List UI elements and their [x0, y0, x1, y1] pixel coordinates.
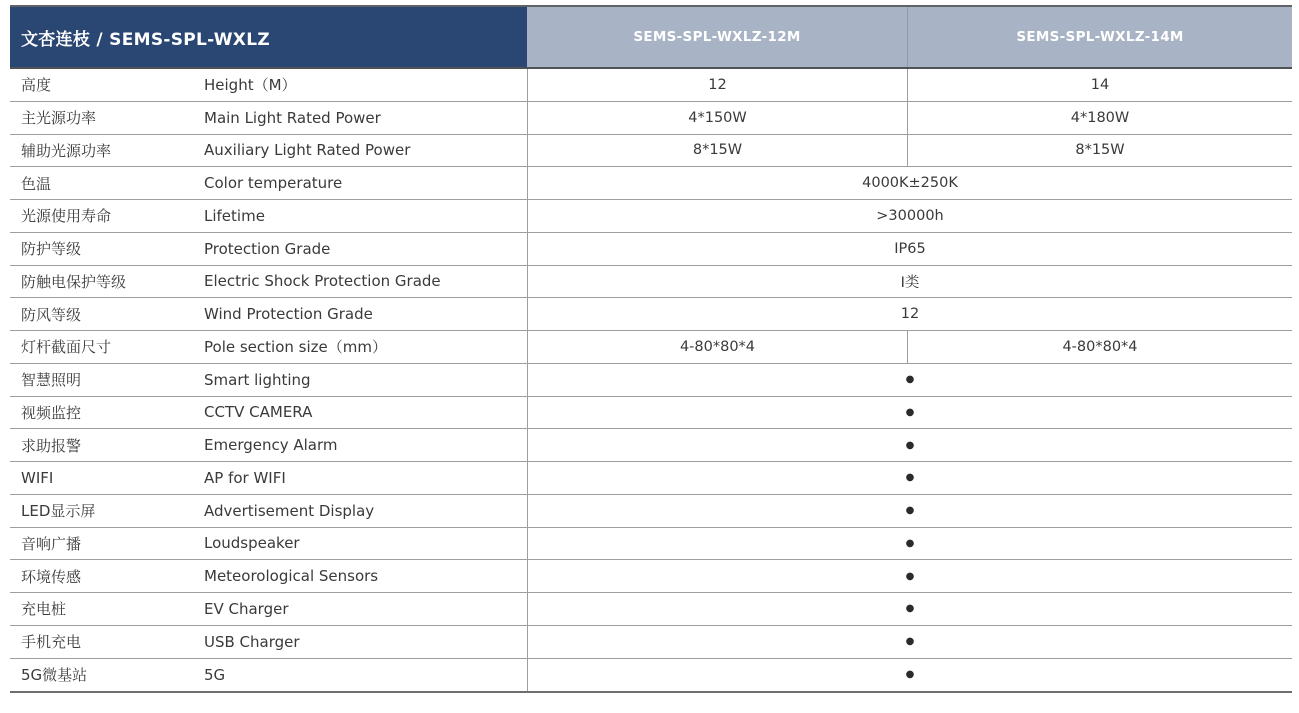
- row-values: [527, 167, 1292, 199]
- spec-row: [10, 626, 1292, 659]
- spec-row: [10, 298, 1292, 331]
- row-label-en: CCTV CAMERA: [204, 403, 313, 422]
- value-merged: 4000K±250K: [862, 175, 958, 192]
- value-12m: 12: [708, 76, 727, 93]
- row-label-en: AP for WIFI: [204, 468, 286, 487]
- row-label-cn: 环境传感: [21, 567, 82, 586]
- row-label-cn: 智慧照明: [21, 371, 82, 390]
- feature-dot-icon: ●: [905, 669, 915, 681]
- row-values: [527, 495, 1292, 527]
- spec-row: [10, 167, 1292, 200]
- table-body: [10, 69, 1292, 693]
- row-label-cn: 色温: [21, 174, 52, 193]
- column-header-14m: SEMS-SPL-WXLZ-14M: [907, 7, 1292, 67]
- row-label-en: Height（M）: [204, 76, 297, 95]
- spec-row: [10, 331, 1292, 364]
- row-label-cn: 防风等级: [21, 305, 82, 324]
- spec-row: [10, 659, 1292, 692]
- spec-row: [10, 560, 1292, 593]
- feature-dot-icon: ●: [905, 636, 915, 648]
- row-label-en: Emergency Alarm: [204, 436, 338, 455]
- row-values: [527, 462, 1292, 494]
- value-14m: 14: [907, 69, 1292, 101]
- value-merged: I类: [900, 274, 920, 291]
- row-label-en: 5G: [204, 665, 226, 684]
- feature-dot-icon: ●: [905, 570, 915, 582]
- product-spec-table: [10, 5, 1292, 693]
- column-header-12m: SEMS-SPL-WXLZ-12M: [527, 7, 907, 67]
- row-label-cn: 主光源功率: [21, 109, 97, 128]
- row-label-en: EV Charger: [204, 599, 289, 618]
- spec-row: [10, 102, 1292, 135]
- table-title-cell: [10, 7, 527, 67]
- spec-row: [10, 593, 1292, 626]
- row-values: [527, 200, 1292, 232]
- row-label-cn: 辅助光源功率: [21, 141, 112, 160]
- row-label-en: Advertisement Display: [204, 501, 375, 520]
- value-14m: 4-80*80*4: [907, 331, 1292, 363]
- row-label-en: Protection Grade: [204, 239, 331, 258]
- row-values: [527, 429, 1292, 461]
- value-12m: 8*15W: [692, 142, 743, 159]
- row-values: [527, 560, 1292, 592]
- spec-row: [10, 200, 1292, 233]
- value-merged: >30000h: [876, 207, 944, 224]
- table-title: 文杏连枝 / SEMS-SPL-WXLZ: [21, 29, 270, 50]
- table-header: [10, 5, 1292, 69]
- row-values: [527, 659, 1292, 692]
- feature-dot-icon: ●: [905, 472, 915, 484]
- row-values: [527, 102, 1292, 134]
- row-values: [527, 528, 1292, 560]
- row-values: [527, 69, 1292, 101]
- spec-row: [10, 233, 1292, 266]
- spec-row: [10, 266, 1292, 299]
- row-values: [527, 298, 1292, 330]
- feature-dot-icon: ●: [905, 406, 915, 418]
- feature-dot-icon: ●: [905, 439, 915, 451]
- row-values: [527, 593, 1292, 625]
- row-label-en: Auxiliary Light Rated Power: [204, 141, 411, 160]
- row-values: [527, 331, 1292, 363]
- row-label-cn: 高度: [21, 76, 52, 95]
- row-label-en: Color temperature: [204, 174, 343, 193]
- row-label-cn: 光源使用寿命: [21, 207, 112, 226]
- spec-row: [10, 429, 1292, 462]
- row-values: [527, 397, 1292, 429]
- spec-row: [10, 135, 1292, 168]
- row-label-en: Main Light Rated Power: [204, 108, 381, 127]
- value-merged: IP65: [894, 240, 926, 257]
- spec-row: [10, 462, 1292, 495]
- feature-dot-icon: ●: [905, 603, 915, 615]
- row-label-cn: 视频监控: [21, 403, 82, 422]
- value-12m: 4*150W: [688, 109, 747, 126]
- row-label-cn: 灯杆截面尺寸: [21, 338, 112, 357]
- feature-dot-icon: ●: [905, 537, 915, 549]
- spec-row: [10, 495, 1292, 528]
- row-label-en: Lifetime: [204, 206, 265, 225]
- row-label-cn: 5G微基站: [21, 666, 88, 685]
- row-label-en: Meteorological Sensors: [204, 567, 379, 586]
- row-values: [527, 266, 1292, 298]
- spec-row: [10, 364, 1292, 397]
- row-label-cn: 防触电保护等级: [21, 272, 127, 291]
- row-label-en: Smart lighting: [204, 370, 311, 389]
- row-label-cn: 求助报警: [21, 436, 82, 455]
- row-label-cn: WIFI: [21, 468, 54, 487]
- row-label-cn: 充电桩: [21, 600, 67, 619]
- row-label-cn: 音响广播: [21, 534, 82, 553]
- spec-row: [10, 69, 1292, 102]
- row-label-en: Loudspeaker: [204, 534, 300, 553]
- value-merged: 12: [900, 306, 920, 323]
- feature-dot-icon: ●: [905, 505, 915, 517]
- row-label-cn: 手机充电: [21, 633, 82, 652]
- row-label-cn: LED显示屏: [21, 502, 96, 521]
- row-label-en: Electric Shock Protection Grade: [204, 272, 441, 291]
- value-14m: 4*180W: [907, 102, 1292, 134]
- row-label-en: USB Charger: [204, 632, 300, 651]
- spec-row: [10, 528, 1292, 561]
- feature-dot-icon: ●: [905, 374, 915, 386]
- row-values: [527, 135, 1292, 167]
- row-values: [527, 233, 1292, 265]
- row-values: [527, 364, 1292, 396]
- value-14m: 8*15W: [907, 135, 1292, 167]
- value-12m: 4-80*80*4: [679, 338, 756, 355]
- row-label-en: Wind Protection Grade: [204, 305, 373, 324]
- row-label-en: Pole section size（mm）: [204, 338, 387, 357]
- row-label-cn: 防护等级: [21, 240, 82, 259]
- row-values: [527, 626, 1292, 658]
- spec-row: [10, 397, 1292, 430]
